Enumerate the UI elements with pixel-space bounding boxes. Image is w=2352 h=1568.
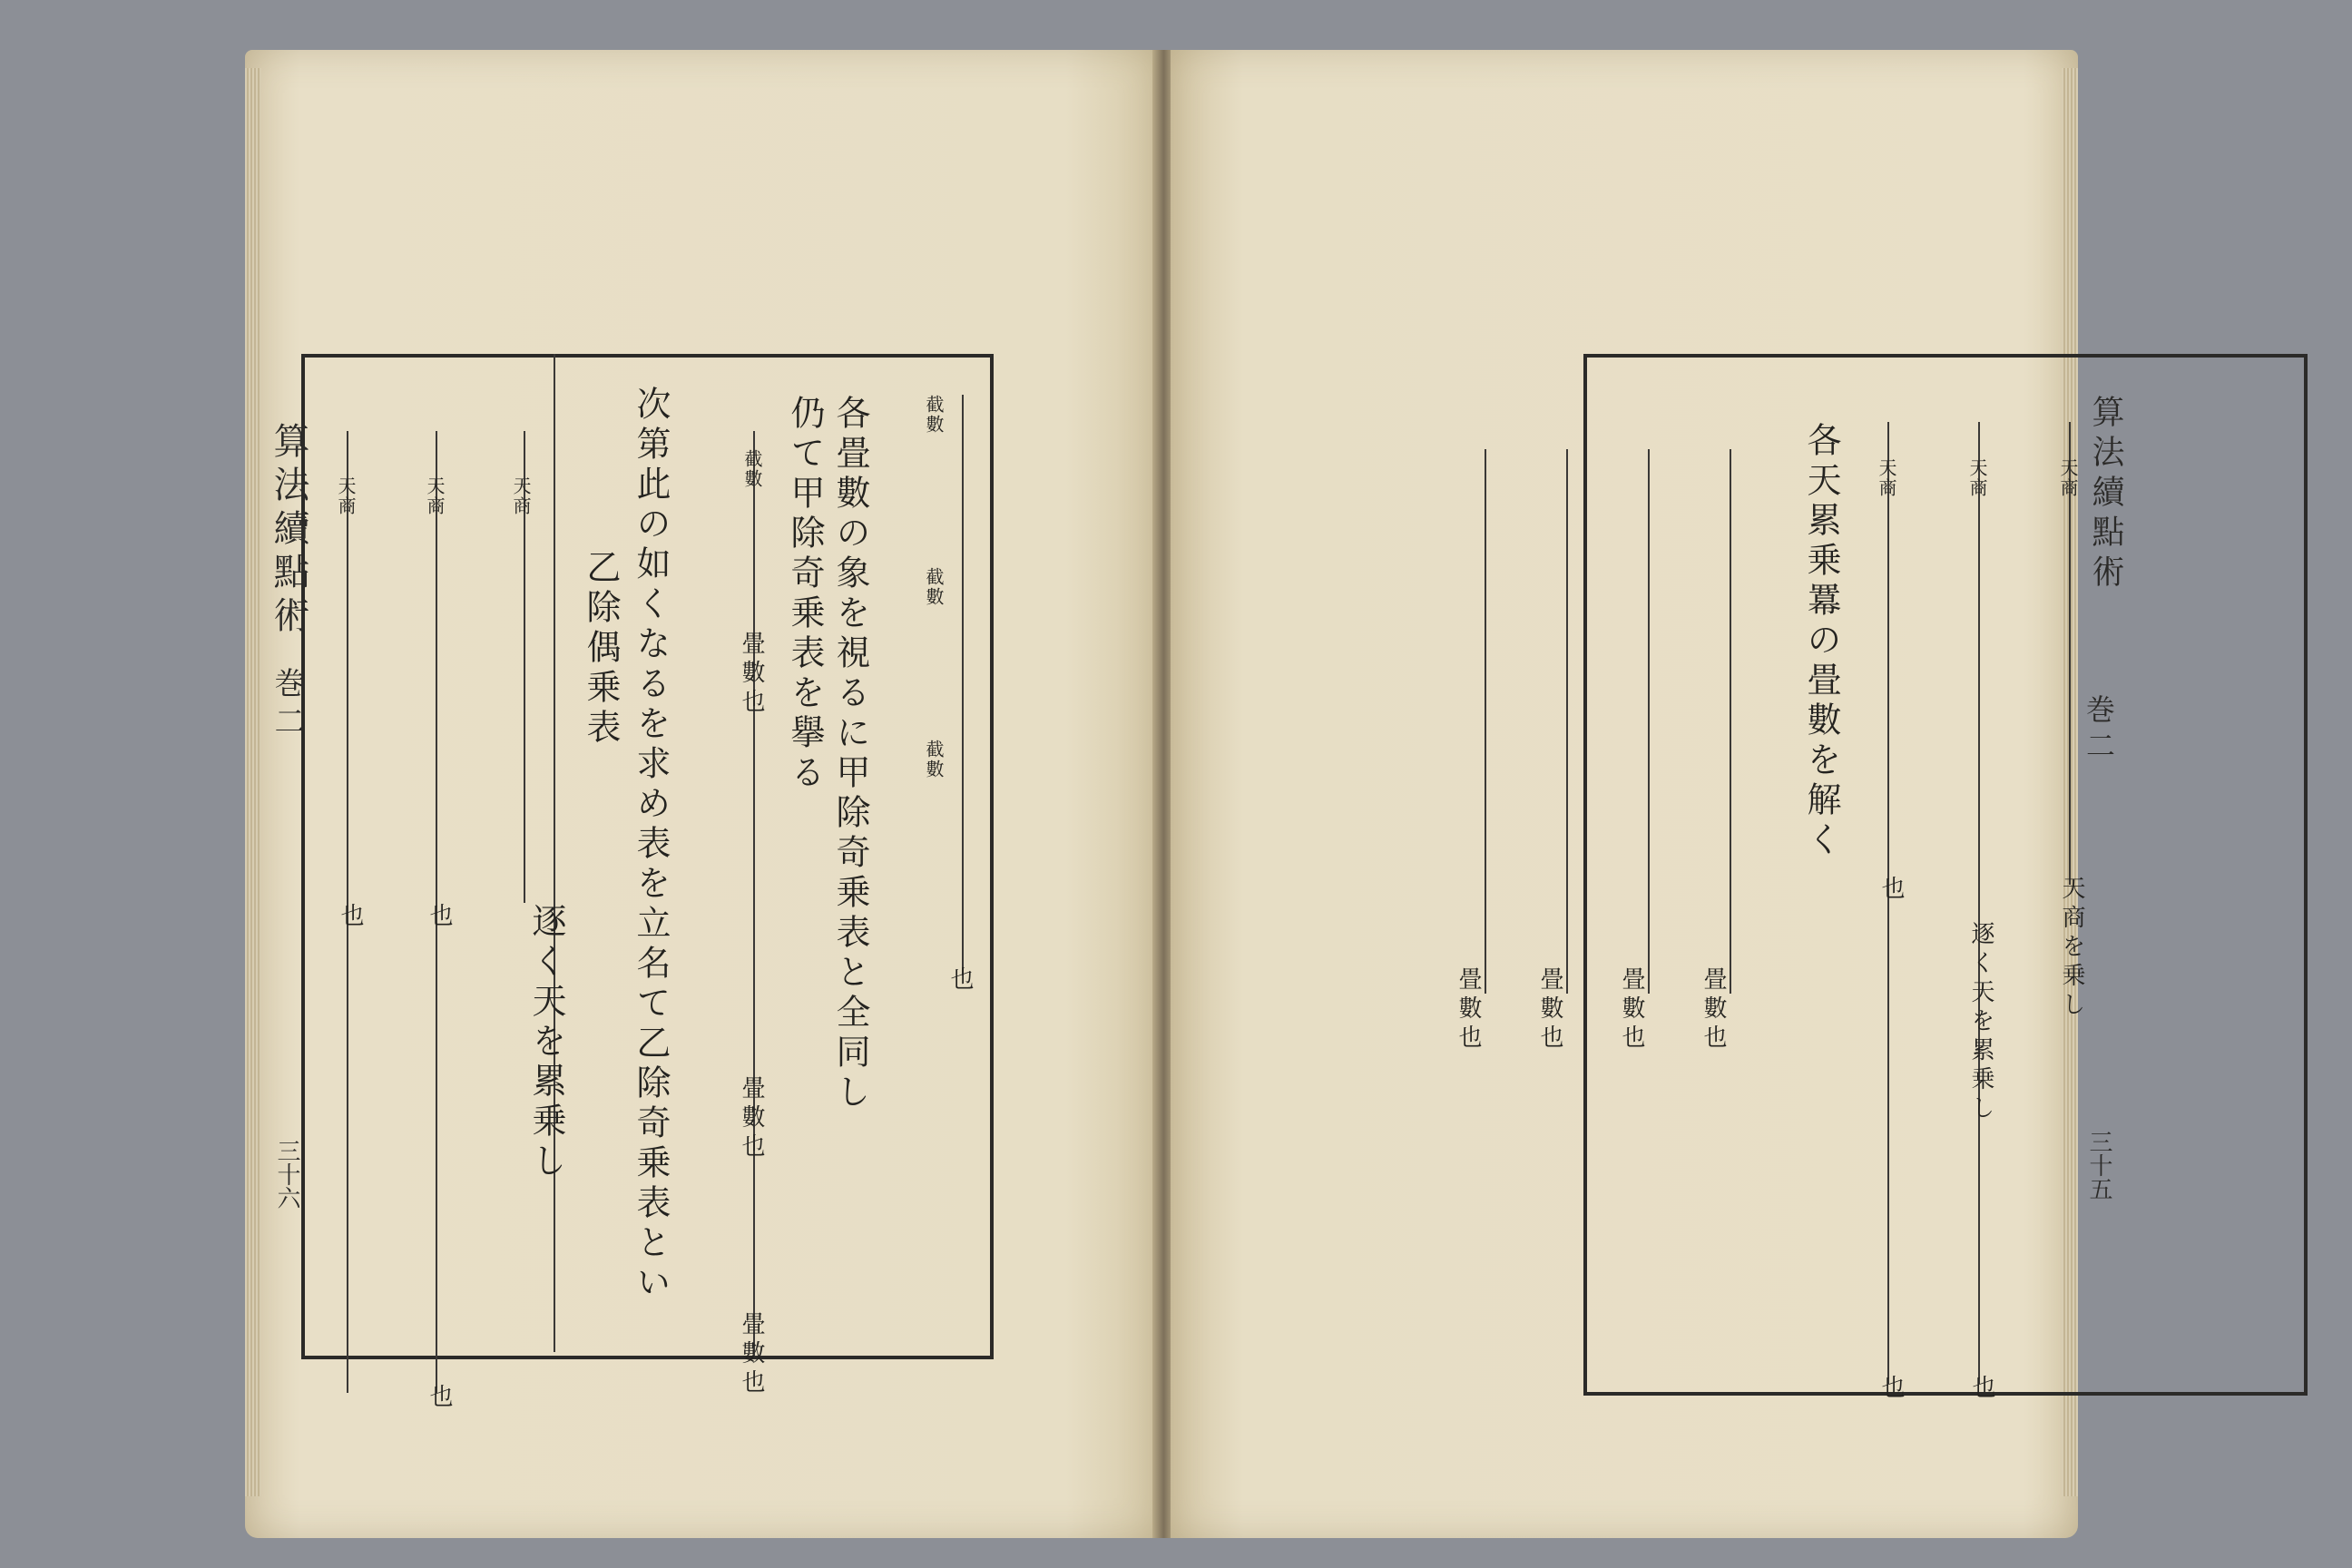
left-page xyxy=(245,50,1157,1538)
left-text-4: 逐く天を累乗し xyxy=(526,903,566,1182)
table-line xyxy=(753,431,755,1357)
table-line xyxy=(1485,449,1486,994)
right-col-1: 天商 xyxy=(2057,458,2079,498)
right-text-1: 天商を乗し xyxy=(2058,876,2085,1021)
left-col-6: 畳數也 xyxy=(738,631,765,718)
left-col-7: 畳數也 xyxy=(738,1075,765,1162)
left-col-1: 截數 xyxy=(923,395,945,435)
right-frame xyxy=(1583,354,2308,1396)
right-col-7: 畳數也 xyxy=(1700,966,1727,1054)
page-edge xyxy=(245,68,261,1496)
left-b-col-1: 天商 xyxy=(510,476,532,516)
right-text-2: 逐く天を累乗し xyxy=(1967,921,1994,1124)
left-b-col-3: 天商 xyxy=(335,476,357,516)
right-col-6: 也 xyxy=(1877,1375,1905,1404)
left-b-col-2: 天商 xyxy=(424,476,446,516)
left-text-3: 次第此の如くなるを求め表を立名て乙除奇乗表とい xyxy=(631,386,671,1304)
open-book xyxy=(245,50,2124,1538)
right-col-2: 天商 xyxy=(1966,458,1988,498)
left-folio: 三十六 xyxy=(273,1139,300,1210)
table-line xyxy=(1648,449,1650,994)
right-col-8: 畳數也 xyxy=(1618,966,1645,1054)
left-col-8: 畳數也 xyxy=(738,1311,765,1398)
left-col-4: 也 xyxy=(946,966,974,995)
right-page xyxy=(1171,50,2124,1538)
left-b-col-6: 也 xyxy=(426,1384,453,1413)
right-col-3: 天商 xyxy=(1876,458,1897,498)
right-margin-title: 算法續點術 xyxy=(2087,395,2124,594)
left-title-b: 乙除偶乗表 xyxy=(581,549,621,749)
left-b-col-4: 也 xyxy=(426,903,453,932)
right-col-5: 也 xyxy=(1968,1375,1995,1404)
right-col-10: 畳數也 xyxy=(1455,966,1482,1054)
left-text-2: 仍て甲除奇乗表を擧る xyxy=(785,395,825,794)
right-col-4: 也 xyxy=(1877,876,1905,905)
right-col-9: 畳數也 xyxy=(1536,966,1563,1054)
left-col-2: 截數 xyxy=(923,567,945,607)
left-divider xyxy=(554,354,555,1352)
table-line xyxy=(1730,449,1731,994)
right-text-3: 各天累乗羃の畳數を解く xyxy=(1801,422,1841,861)
right-margin-volume: 巻二 xyxy=(2082,694,2116,767)
table-line xyxy=(1566,449,1568,994)
left-col-3: 截數 xyxy=(923,740,945,779)
left-col-5: 截數 xyxy=(741,449,763,489)
left-b-col-5: 也 xyxy=(337,903,364,932)
left-text-1: 各畳數の象を視るに甲除奇乗表と全同し xyxy=(830,395,870,1113)
table-line xyxy=(962,395,964,975)
table-line xyxy=(1978,422,1980,1384)
left-margin-title: 算法續點術 xyxy=(268,422,309,640)
right-folio: 三十五 xyxy=(2085,1130,2112,1200)
left-margin-volume: 巻二 xyxy=(269,667,305,743)
